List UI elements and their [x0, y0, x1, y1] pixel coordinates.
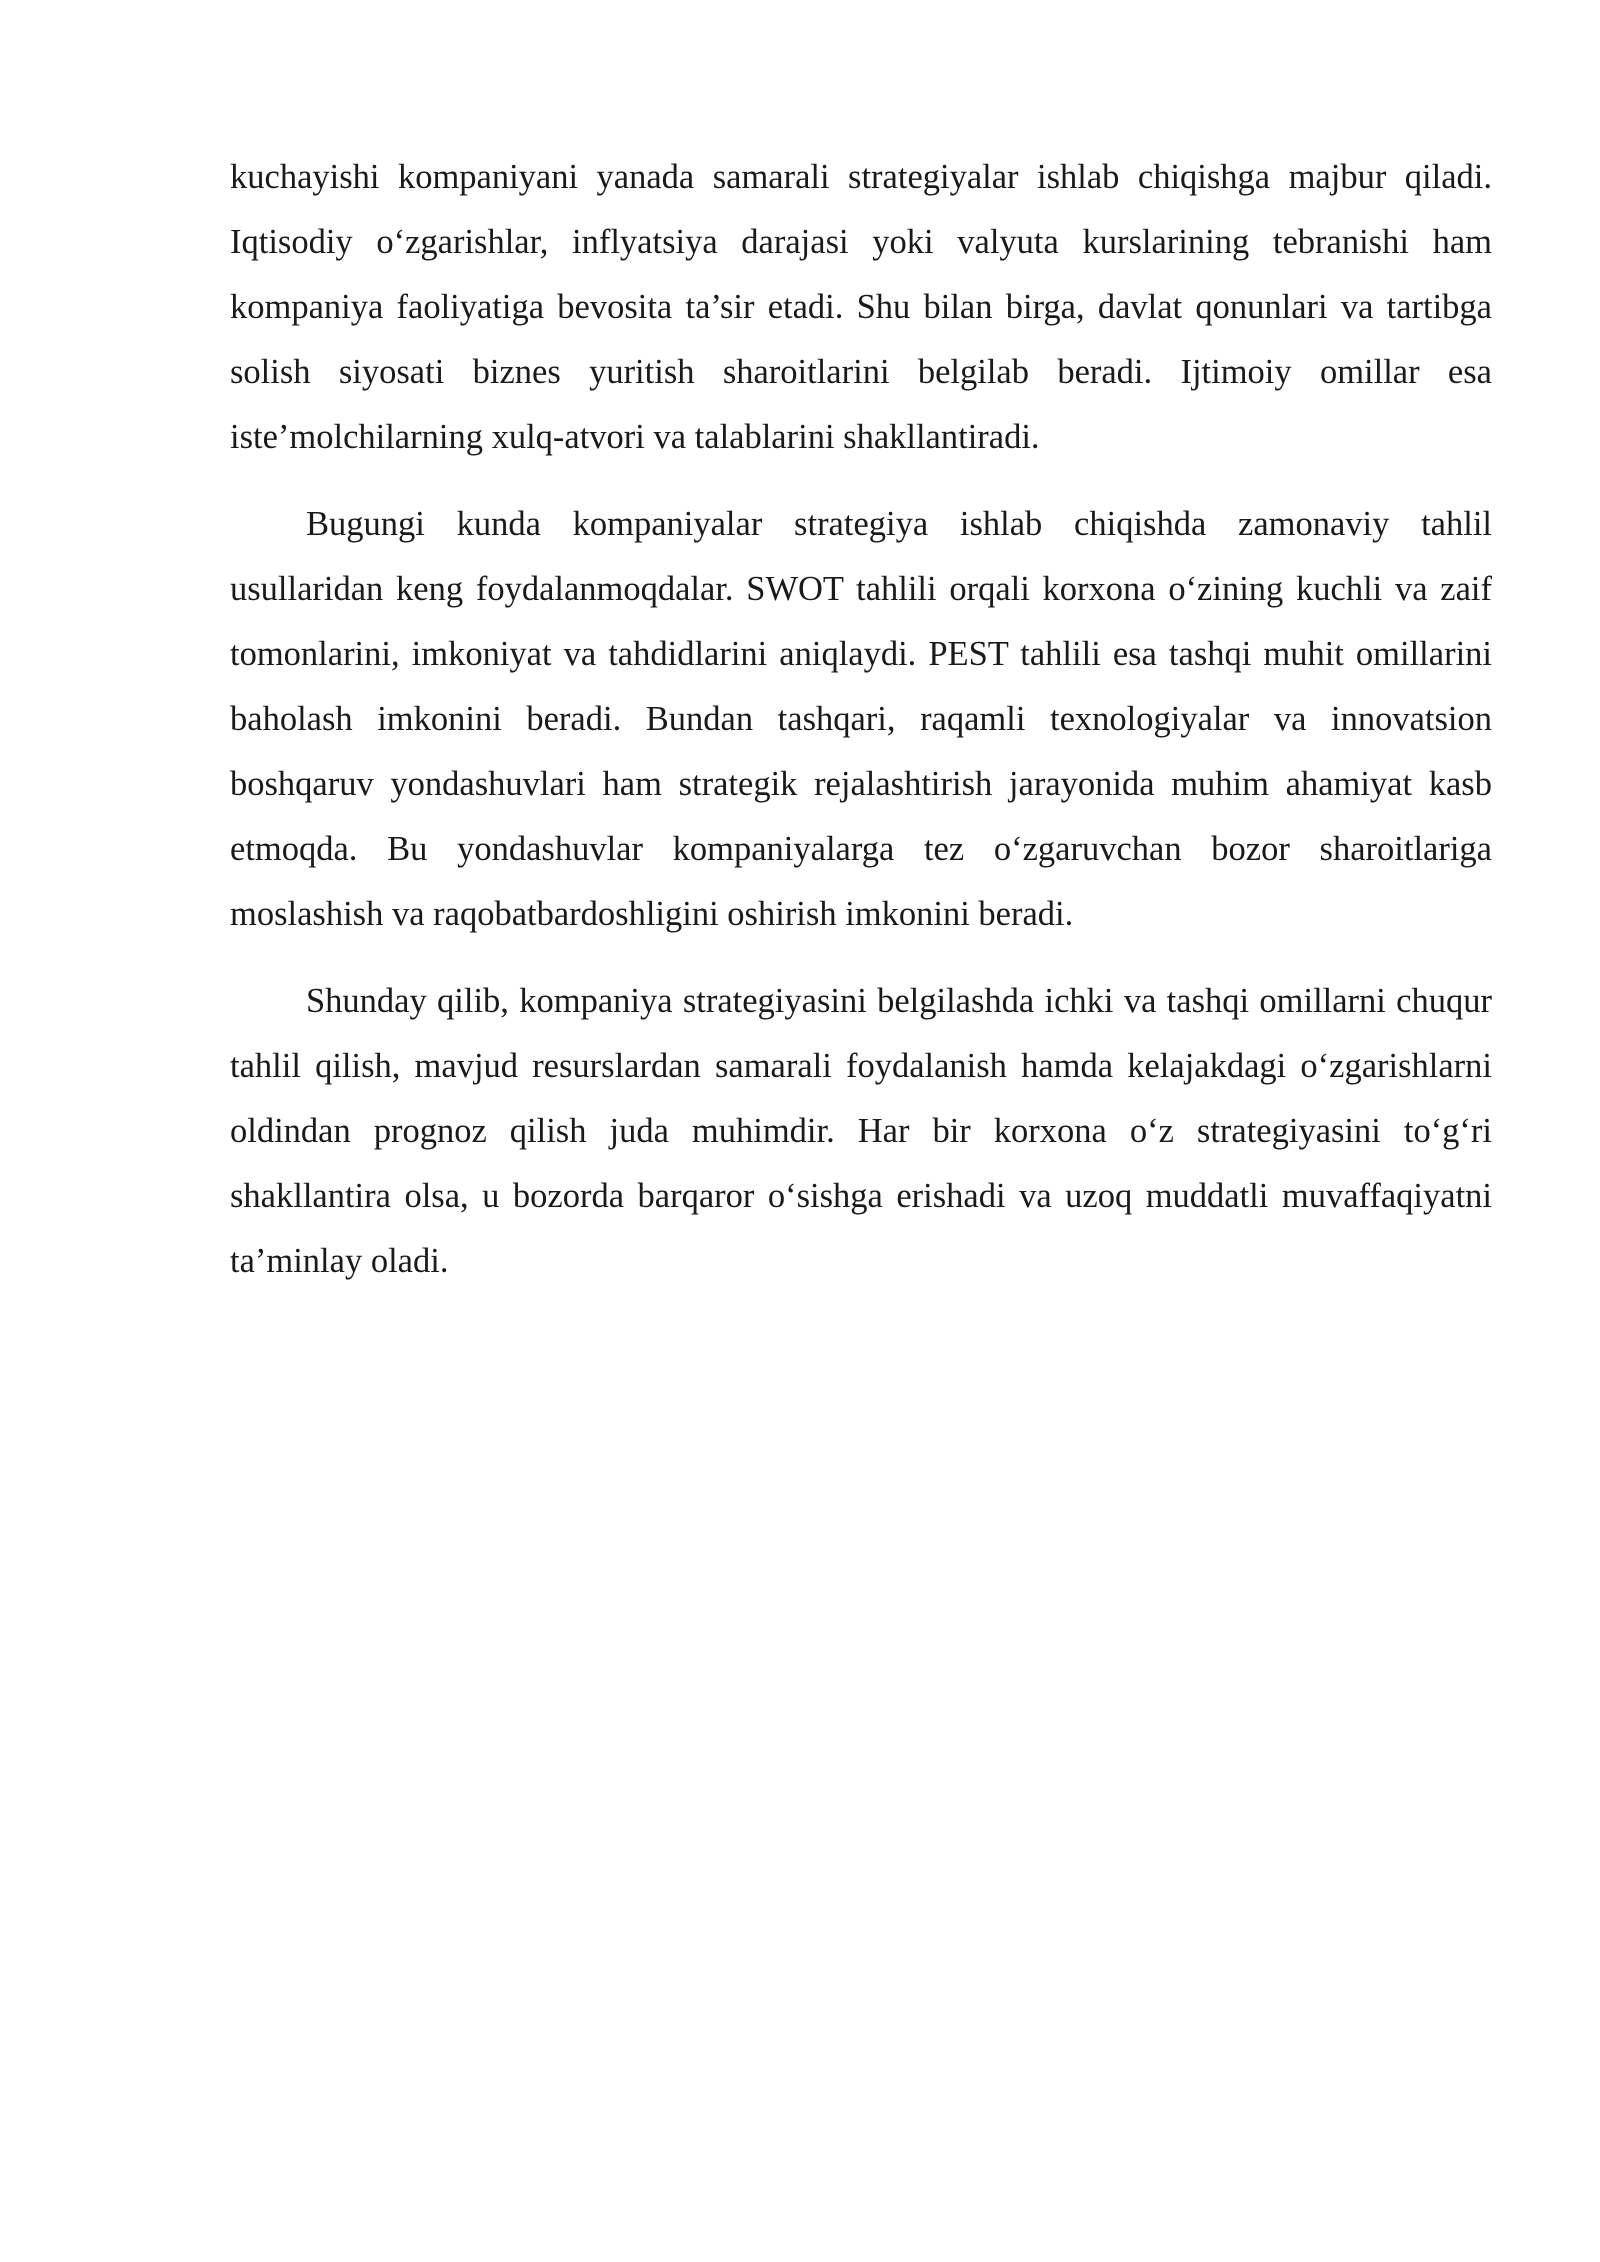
paragraph-conclusion: Shunday qilib, kompaniya strategiyasini belgilashda ichki va tashqi omillarni chuqur tahlil qilish, mavjud resurslardan samarali foydalanish hamda kelajakdagi o‘zgarishlarni oldindan prognoz qilish juda muhimdir. Har bir korxona o‘z strategiyasini to‘g‘ri shakllantira olsa, u bozorda barqaror o‘sishga erishadi va uzoq muddatli muvaffaqiyatni ta’minlay oladi.	[230, 982, 1492, 1280]
paragraph-analysis-methods: Bugungi kunda kompaniyalar strategiya ishlab chiqishda zamonaviy tahlil usullaridan keng foydalanmoqdalar. SWOT tahlili orqali korxona o‘zining kuchli va zaif tomonlarini, imkoniyat va tahdidlarini aniqlaydi. PEST tahlili esa tashqi muhit omillarini baholash imkonini beradi. Bundan tashqari, raqamli texnologiyalar va innovatsion boshqaruv yondashuvlari ham strategik rejalashtirish jarayonida muhim ahamiyat kasb etmoqda. Bu yondashuvlar kompaniyalarga tez o‘zgaruvchan bozor sharoitlariga moslashish va raqobatbardoshligini oshirish imkonini beradi.	[230, 505, 1492, 933]
document-body	[230, 145, 1492, 1294]
paragraph-continuation: kuchayishi kompaniyani yanada samarali strategiyalar ishlab chiqishga majbur qiladi. Iqtisodiy o‘zgarishlar, inflyatsiya darajasi yoki valyuta kurslarining tebranishi ham kompaniya faoliyatiga bevosita ta’sir etadi. Shu bilan birga, davlat qonunlari va tartibga solish siyosati biznes yuritish sharoitlarini belgilab beradi. Ijtimoiy omillar esa iste’molchilarning xulq-atvori va talablarini shakllantiradi.	[230, 158, 1492, 456]
